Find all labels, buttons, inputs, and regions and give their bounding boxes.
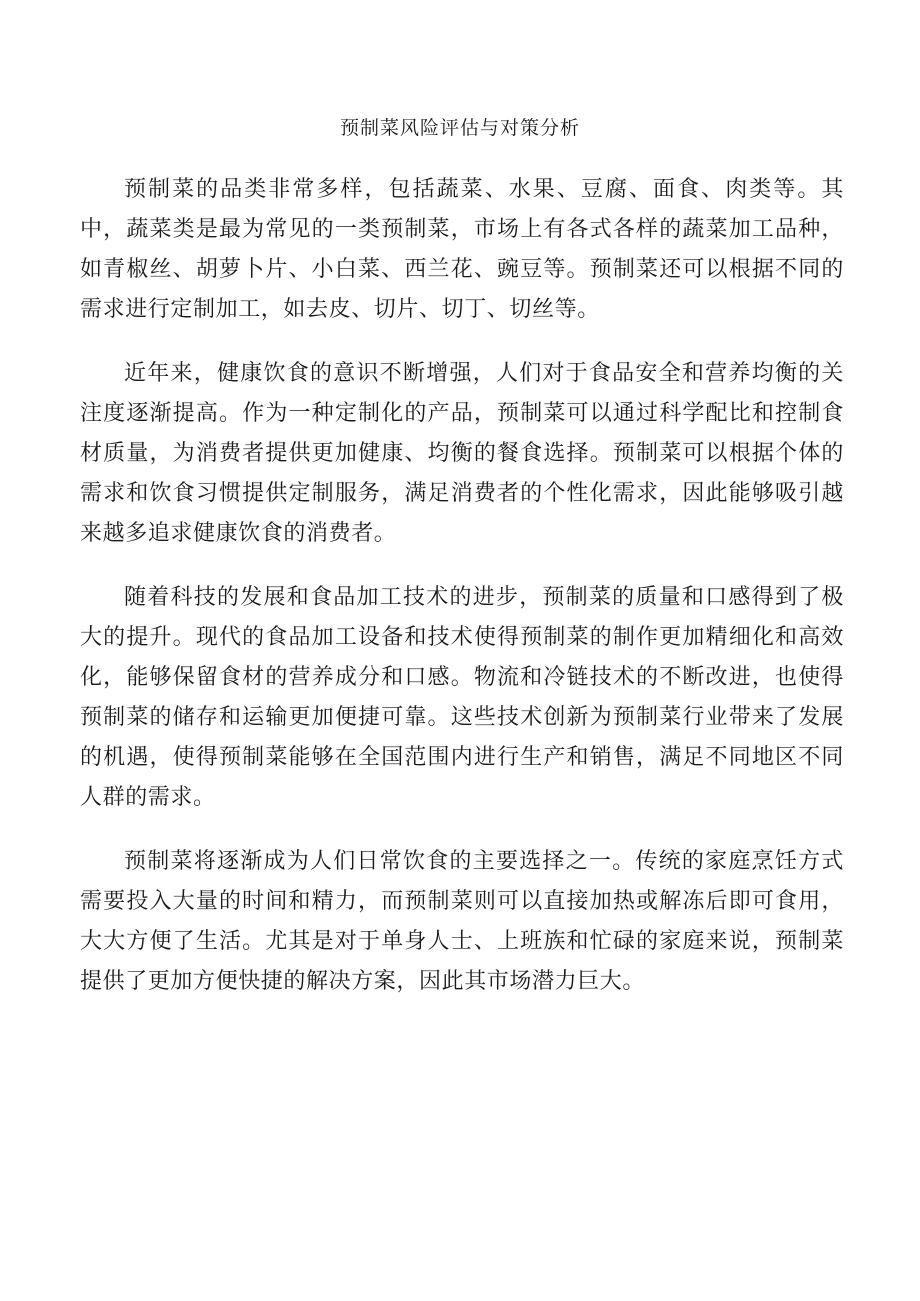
paragraph-1: 预制菜的品类非常多样，包括蔬菜、水果、豆腐、面食、肉类等。其中，蔬菜类是最为常见的一类预制菜，市场上有各式各样的蔬菜加工品种，如青椒丝、胡萝卜片、小白菜、西兰花、豌豆等。预制菜还可以根据不同的需求进行定制加工，如去皮、切片、切丁、切丝等。 bbox=[80, 177, 844, 322]
document-body bbox=[80, 170, 844, 1026]
paragraph-4: 预制菜将逐渐成为人们日常饮食的主要选择之一。传统的家庭烹饪方式需要投入大量的时间和精力，而预制菜则可以直接加热或解冻后即可食用，大大方便了生活。尤其是对于单身人士、上班族和忙碌的家庭来说，预制菜提供了更加方便快捷的解决方案，因此其市场潜力巨大。 bbox=[80, 849, 844, 994]
paragraph-2: 近年来，健康饮食的意识不断增强，人们对于食品安全和营养均衡的关注度逐渐提高。作为一种定制化的产品，预制菜可以通过科学配比和控制食材质量，为消费者提供更加健康、均衡的餐食选择。预制菜可以根据个体的需求和饮食习惯提供定制服务，满足消费者的个性化需求，因此能够吸引越来越多追求健康饮食的消费者。 bbox=[80, 361, 844, 546]
paragraph-3: 随着科技的发展和食品加工技术的进步，预制菜的质量和口感得到了极大的提升。现代的食品加工设备和技术使得预制菜的制作更加精细化和高效化，能够保留食材的营养成分和口感。物流和冷链技术的不断改进，也使得预制菜的储存和运输更加便捷可靠。这些技术创新为预制菜行业带来了发展的机遇，使得预制菜能够在全国范围内进行生产和销售，满足不同地区不同人群的需求。 bbox=[80, 585, 844, 810]
document-title: 预制菜风险评估与对策分析 bbox=[339, 117, 580, 139]
